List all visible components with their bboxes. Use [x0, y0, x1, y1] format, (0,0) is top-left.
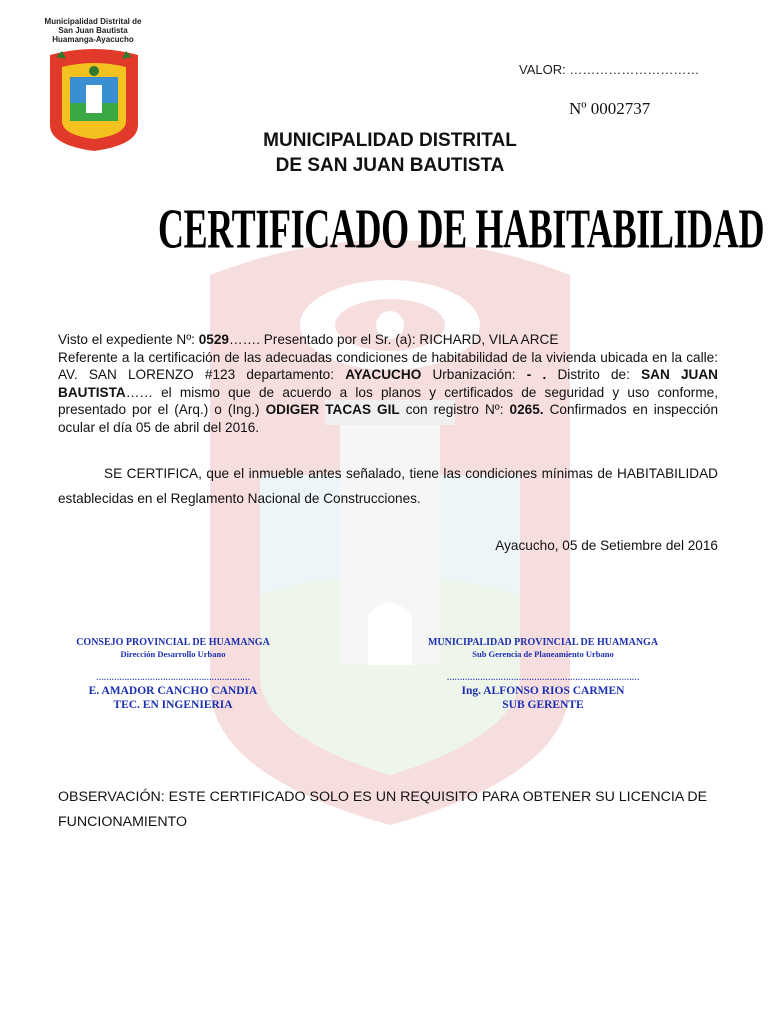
registro-number: 0265.: [509, 402, 544, 418]
text: Confirmados en inspección ocular el día 05 de abril del 2016.: [58, 402, 718, 435]
certifica-text: SE CERTIFICA, que el inmueble antes señalado, tiene las condiciones mínimas de HABITABILIDAD establecidas en el Reglamento Nacional de Construcciones.: [58, 466, 718, 506]
watermark-crest: [140, 215, 640, 835]
distrito-value: SAN JUAN BAUTISTA: [58, 367, 719, 400]
signature-right: [388, 637, 698, 712]
municipality-name: [200, 128, 580, 178]
text: ……. Presentado por el Sr. (a): RICHARD, VILA ARCE: [229, 332, 559, 347]
signer-name: Ing. ALFONSO RIOS CARMEN: [461, 685, 625, 697]
municipal-crest-logo: [46, 47, 142, 153]
signature-department: Sub Gerencia de Planeamiento Urbano: [472, 649, 614, 659]
certifica-paragraph: [58, 461, 718, 511]
signature-left: [58, 637, 288, 712]
text: con registro Nº:: [399, 402, 510, 418]
municipality-line-2: DE SAN JUAN BAUTISTA: [275, 155, 505, 176]
certificate-title: CERTIFICADO DE HABITABILIDAD: [157, 197, 765, 260]
logo-caption-line: Municipalidad Distrital de: [44, 17, 142, 26]
signature-line: …………………………………………………………………: [446, 673, 640, 682]
certificate-body: [58, 331, 718, 437]
signer-role: TEC. EN INGENIERIA: [113, 699, 233, 711]
departamento-value: AYACUCHO: [345, 367, 422, 383]
municipality-line-1: MUNICIPALIDAD DISTRITAL: [263, 130, 517, 151]
signature-org: MUNICIPALIDAD PROVINCIAL DE HUAMANGA: [427, 637, 659, 648]
certificate-number: Nº 0002737: [569, 99, 651, 118]
ingeniero-name: ODIGER TACAS GIL: [265, 402, 400, 418]
text: Referente a la certificación de las adecuadas condiciones de habitabilidad de la vivienda ubicada en la calle: AV. SAN LORENZO #123 departamento:: [58, 349, 718, 383]
signer-name: E. AMADOR CANCHO CANDIA: [88, 685, 258, 697]
logo-caption: [33, 17, 153, 44]
text: …… el mismo que de acuerdo a los planos y certificados de seguridad y uso conforme, presentado por el (Arq.) o (Ing.): [58, 384, 718, 418]
valor-label: VALOR:: [519, 62, 566, 77]
valor-field: [519, 62, 699, 77]
signature-org: CONSEJO PROVINCIAL DE HUAMANGA: [76, 637, 270, 648]
logo-caption-line: Huamanga-Ayacucho: [52, 35, 134, 44]
logo-caption-line: San Juan Bautista: [58, 26, 128, 35]
signature-line: ……………………………………………………: [95, 673, 250, 682]
issue-date: Ayacucho, 05 de Setiembre del 2016: [495, 538, 718, 553]
signature-department: Dirección Desarrollo Urbano: [120, 649, 226, 659]
urbanizacion-value: - .: [526, 367, 547, 383]
expediente-number: 0529: [198, 332, 229, 347]
valor-value: …………………………: [569, 62, 700, 77]
text: Visto el expediente Nº:: [58, 332, 199, 347]
signer-role: SUB GERENTE: [502, 699, 584, 711]
observation-note: OBSERVACIÓN: ESTE CERTIFICADO SOLO ES UN REQUISITO PARA OBTENER SU LICENCIA DE FUNCIONAMIENTO: [58, 789, 708, 830]
text: Urbanización:: [421, 367, 527, 383]
text: Distrito de:: [546, 367, 642, 383]
